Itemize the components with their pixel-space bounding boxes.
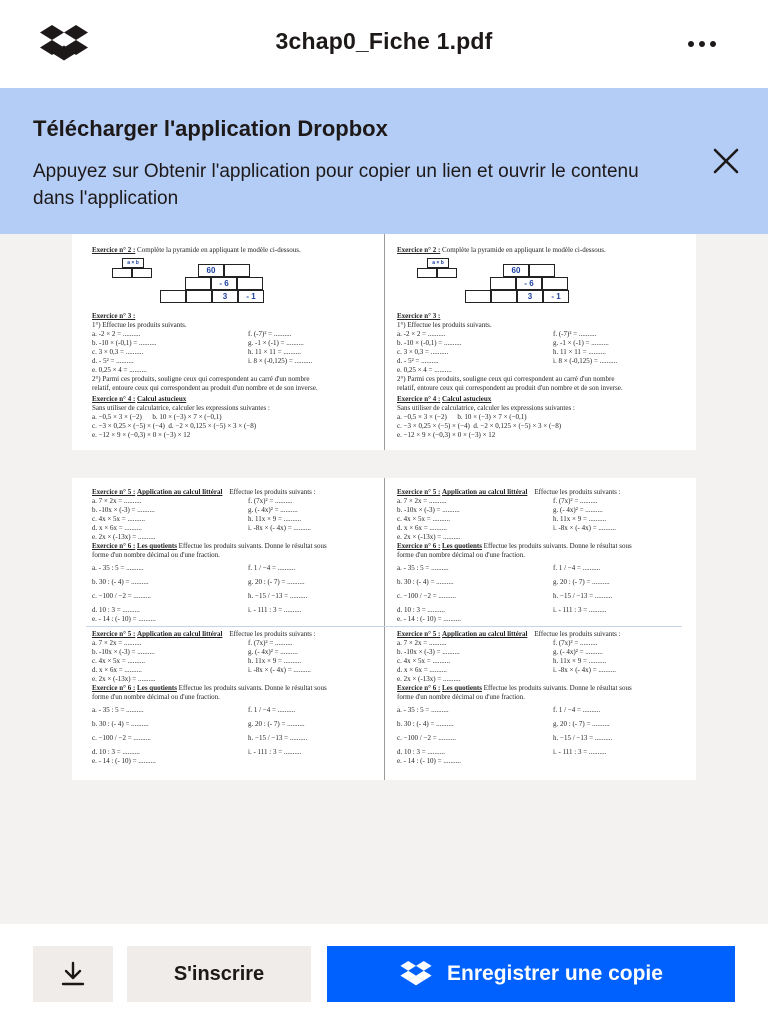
row-divider <box>86 626 682 627</box>
banner-message: Appuyez sur Obtenir l'application pour copier un lien et ouvrir le contenu dans l'application <box>33 161 639 209</box>
more-options-icon[interactable] <box>680 30 724 58</box>
close-icon[interactable] <box>706 145 746 179</box>
banner-title: Télécharger l'application Dropbox <box>33 116 388 141</box>
pyramid-exercise: 60 - 6 3 - 1 <box>160 264 290 324</box>
exercise-3-right: f. (-7)² = .......... g. -1 × (-1) = .......... h. 11 × 11 = .......... i. 8 × (-0,125) = .......... <box>248 330 313 365</box>
file-title: 3chap0_Fiche 1.pdf <box>275 28 493 54</box>
exercise-4: Exercice n° 4 : Calcul astucieux Sans utiliser de calculatrice, calculer les expressions suivantes : a. −0,5 × 3 × (−2) b. 10 × (−3) × 7 × (−0,1) c. −3 × 0,25 × (−5) × (−4) d. −2 × 0,125 × (−5) × 3 × (−8) e. −12 × 9 × (−0,3) × 0 × (−3) × 12 <box>397 395 575 439</box>
exercise-3: Exercice n° 3 : 1°) Effectue les produits suivants. a. -2 × 2 = .......... b. -10 × (-0,1) = .......... c. 3 × 0,3 = .......... d. - 5² = .......... e. 0,25 × 4 = .......... 2°) Parmi ces produits, souligne ceux qui correspondent au carré d'un nombre relatif, entoure ceux qui correspondent au produit d'un nombre et de son inverse. <box>397 312 623 392</box>
pdf-viewer[interactable] <box>0 234 768 924</box>
pdf-page-2 <box>72 478 696 780</box>
exercise-3: Exercice n° 3 : 1°) Effectue les produits suivants. a. -2 × 2 = .......... b. -10 × (-0,1) = .......... c. 3 × 0,3 = .......... d. - 5² = .......... e. 0,25 × 4 = .......... 2°) Parmi ces produits, souligne ceux qui correspondent au carré d'un nombre relatif, entoure ceux qui correspondent au produit d'un nombre et de son inverse. <box>92 312 318 392</box>
exercise-6-right: f. 1 / −4 = .......... g. 20 : (- 7) = .......... h. −15 / −13 = .......... i. - 111 : 3 = .......... <box>553 706 613 756</box>
pdf-page-1 <box>72 234 696 450</box>
exercise-4: Exercice n° 4 : Calcul astucieux Sans utiliser de calculatrice, calculer les expressions suivantes : a. −0,5 × 3 × (−2) b. 10 × (−3) × 7 × (−0,1) c. −3 × 0,25 × (−5) × (−4) d. −2 × 0,125 × (−5) × 3 × (−8) e. −12 × 9 × (−0,3) × 0 × (−3) × 12 <box>92 395 270 439</box>
exercise-5-right: f. (7x)² = .......... g. (- 4x)² = .......... h. 11x × 9 = .......... i. -8x × (- 4x) = .......... <box>553 639 616 674</box>
pyramid-model: a × b <box>417 258 457 288</box>
signup-button[interactable]: S'inscrire <box>127 946 311 1002</box>
download-icon <box>58 960 88 988</box>
pyramid-exercise: 60 - 6 3 - 1 <box>465 264 595 324</box>
exercise-5: Exercice n° 5 : Application au calcul littéral Effectue les produits suivants : a. 7 × 2x = .......... b. -10x × (-3) = .......... c. 4x × 5x = .......... d. x × 6x = .......... e. 2x × (-13x) = .......... Exercice n° 6 : Les quotients Effectue les produits suivants. Donne le résultat sous forme d'un nombre décimal ou d'une fraction. a. - 35 : 5 = .......... b. 30 : (- 4) = .......... c. −100 / −2 = .......... d. 10 : 3 = .......... e. - 14 : (- 10) = .......... <box>397 630 632 765</box>
save-copy-label: Enregistrer une copie <box>447 962 663 985</box>
download-button[interactable] <box>33 946 113 1002</box>
exercise-5: Exercice n° 5 : Application au calcul littéral Effectue les produits suivants : a. 7 × 2x = .......... b. -10x × (-3) = .......... c. 4x × 5x = .......... d. x × 6x = .......... e. 2x × (-13x) = .......... Exercice n° 6 : Les quotients Effectue les produits suivants. Donne le résultat sous forme d'un nombre décimal ou d'une fraction. a. - 35 : 5 = .......... b. 30 : (- 4) = .......... c. −100 / −2 = .......... d. 10 : 3 = .......... e. - 14 : (- 10) = .......... <box>92 488 327 623</box>
exercise-2: Exercice n° 2 : Complète la pyramide en appliquant le modèle ci-dessous. <box>397 246 606 254</box>
exercise-5-right: f. (7x)² = .......... g. (- 4x)² = .......... h. 11x × 9 = .......... i. -8x × (- 4x) = .......... <box>248 497 311 532</box>
exercise-5: Exercice n° 5 : Application au calcul littéral Effectue les produits suivants : a. 7 × 2x = .......... b. -10x × (-3) = .......... c. 4x × 5x = .......... d. x × 6x = .......... e. 2x × (-13x) = .......... Exercice n° 6 : Les quotients Effectue les produits suivants. Donne le résultat sous forme d'un nombre décimal ou d'une fraction. a. - 35 : 5 = .......... b. 30 : (- 4) = .......... c. −100 / −2 = .......... d. 10 : 3 = .......... e. - 14 : (- 10) = .......... <box>92 630 327 765</box>
exercise-6-right: f. 1 / −4 = .......... g. 20 : (- 7) = .......... h. −15 / −13 = .......... i. - 111 : 3 = .......... <box>248 706 308 756</box>
save-copy-button[interactable] <box>327 946 735 1002</box>
column-divider <box>384 478 385 780</box>
exercise-6-right: f. 1 / −4 = .......... g. 20 : (- 7) = .......... h. −15 / −13 = .......... i. - 111 : 3 = .......... <box>248 564 308 614</box>
dropbox-icon <box>399 961 433 987</box>
exercise-5-right: f. (7x)² = .......... g. (- 4x)² = .......... h. 11x × 9 = .......... i. -8x × (- 4x) = .......... <box>553 497 616 532</box>
pyramid-model: a × b <box>112 258 152 288</box>
exercise-6-right: f. 1 / −4 = .......... g. 20 : (- 7) = .......... h. −15 / −13 = .......... i. - 111 : 3 = .......... <box>553 564 613 614</box>
exercise-2: Exercice n° 2 : Complète la pyramide en appliquant le modèle ci-dessous. <box>92 246 301 254</box>
exercise-5: Exercice n° 5 : Application au calcul littéral Effectue les produits suivants : a. 7 × 2x = .......... b. -10x × (-3) = .......... c. 4x × 5x = .......... d. x × 6x = .......... e. 2x × (-13x) = .......... Exercice n° 6 : Les quotients Effectue les produits suivants. Donne le résultat sous forme d'un nombre décimal ou d'une fraction. a. - 35 : 5 = .......... b. 30 : (- 4) = .......... c. −100 / −2 = .......... d. 10 : 3 = .......... e. - 14 : (- 10) = .......... <box>397 488 632 623</box>
exercise-5-right: f. (7x)² = .......... g. (- 4x)² = .......... h. 11x × 9 = .......... i. -8x × (- 4x) = .......... <box>248 639 311 674</box>
exercise-3-right: f. (-7)² = .......... g. -1 × (-1) = .......... h. 11 × 11 = .......... i. 8 × (-0,125) = .......... <box>553 330 618 365</box>
column-divider <box>384 234 385 450</box>
